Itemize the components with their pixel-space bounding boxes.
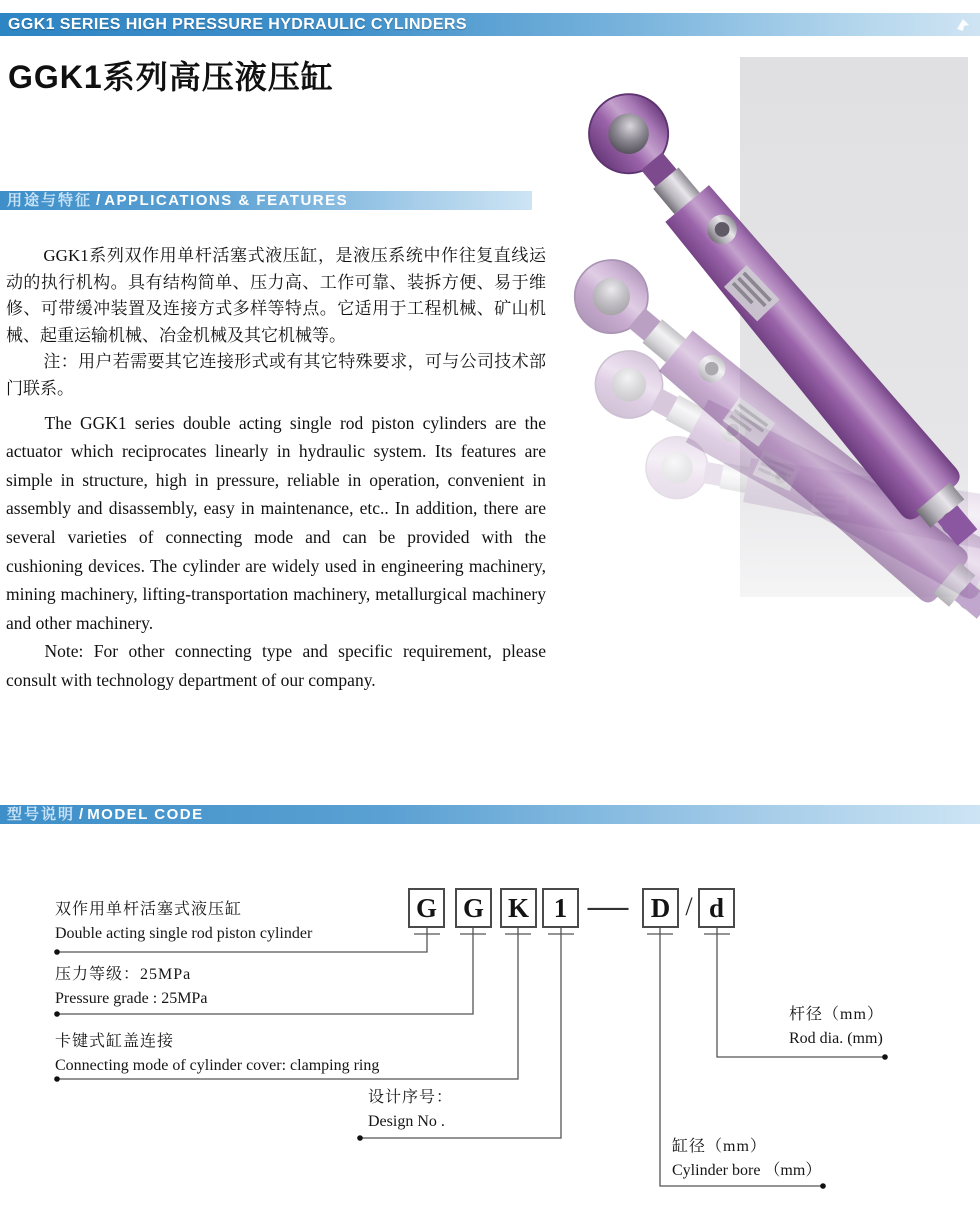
section-heading-en: APPLICATIONS & FEATURES [104, 192, 349, 209]
label-connecting-mode [55, 1031, 379, 1077]
label-zh: 缸径（mm） [672, 1138, 767, 1155]
section-header-model-code [0, 805, 980, 824]
cylinder-ghost-1 [560, 245, 980, 638]
label-zh: 杆径（mm） [789, 1006, 884, 1023]
photo-backdrop [740, 57, 968, 597]
label-en: Rod dia. (mm) [789, 1030, 883, 1047]
applications-text [6, 243, 546, 695]
label-en: Design No . [368, 1113, 445, 1130]
code-box-g2: G [455, 888, 492, 928]
page-title: GGK1系列高压液压缸 [8, 59, 334, 95]
code-box-k: K [500, 888, 537, 928]
label-zh: 压力等级：25MPa [55, 966, 192, 983]
label-rod-dia [789, 1004, 884, 1050]
label-en: Double acting single rod piston cylinder [55, 925, 313, 942]
pointer-logo-icon [954, 16, 972, 34]
code-box-1: 1 [542, 888, 579, 928]
label-zh: 双作用单杆活塞式液压缸 [55, 901, 243, 918]
cylinder-ghost-3 [641, 432, 980, 570]
top-banner [0, 13, 980, 36]
code-box-d-lower: d [698, 888, 735, 928]
label-en: Pressure grade : 25MPa [55, 990, 208, 1007]
paragraph-en-main: The GGK1 series double acting single rod piston cylinders are the actuator which reciprocates linearly in hydraulic system. Its features are simple in structure, high in pressure, reliable in operation, convenient in assembly and disassembly, easy in maintenance, etc.. In addition, there are several varieties of connecting mode and can be provided with the cushioning devices. The cylinder are widely used in engineering machinery, mining machinery, lifting-transportation machinery, metallurgical machinery and other machinery. [6, 412, 546, 633]
label-en: Cylinder bore （mm） [672, 1162, 822, 1179]
heading-separator: / [96, 192, 101, 209]
code-box-g1: G [408, 888, 445, 928]
section-heading-zh: 型号说明 [7, 806, 76, 823]
label-zh: 卡键式缸盖连接 [55, 1033, 175, 1050]
dash-separator: — [587, 890, 629, 923]
section-header-applications [0, 191, 532, 210]
paragraph-zh-note: 注：用户若需要其它连接形式或有其它特殊要求，可与公司技术部门联系。 [6, 352, 546, 398]
heading-separator: / [79, 806, 84, 823]
label-cylinder-type [55, 899, 312, 945]
cylinder-ghost-2 [584, 339, 980, 624]
banner-title: GGK1 SERIES HIGH PRESSURE HYDRAULIC CYLINDERS [8, 15, 467, 33]
cylinder-main [573, 78, 980, 563]
label-cylinder-bore [672, 1136, 821, 1182]
label-pressure-grade [55, 964, 207, 1010]
paragraph-zh-main: GGK1系列双作用单杆活塞式液压缸，是液压系统中作往复直线运动的执行机构。具有结构简单、压力高、工作可靠、装拆方便、易于维修、可带缓冲装置及连接方式多样等特点。它适用于工程机械、矿山机械、起重运输机械、冶金机械及其它机械等。 [6, 246, 546, 345]
slash-separator: / [685, 892, 693, 921]
label-en: Connecting mode of cylinder cover: clamping ring [55, 1057, 380, 1074]
section-heading-en: MODEL CODE [87, 806, 204, 823]
label-design-no [368, 1087, 453, 1133]
code-box-d-upper: D [642, 888, 679, 928]
model-code-diagram [0, 850, 980, 1228]
label-zh: 设计序号： [368, 1089, 454, 1106]
section-heading-zh: 用途与特征 [7, 192, 93, 209]
paragraph-en-note: Note: For other connecting type and specific requirement, please consult with technology department of our company. [6, 641, 546, 690]
